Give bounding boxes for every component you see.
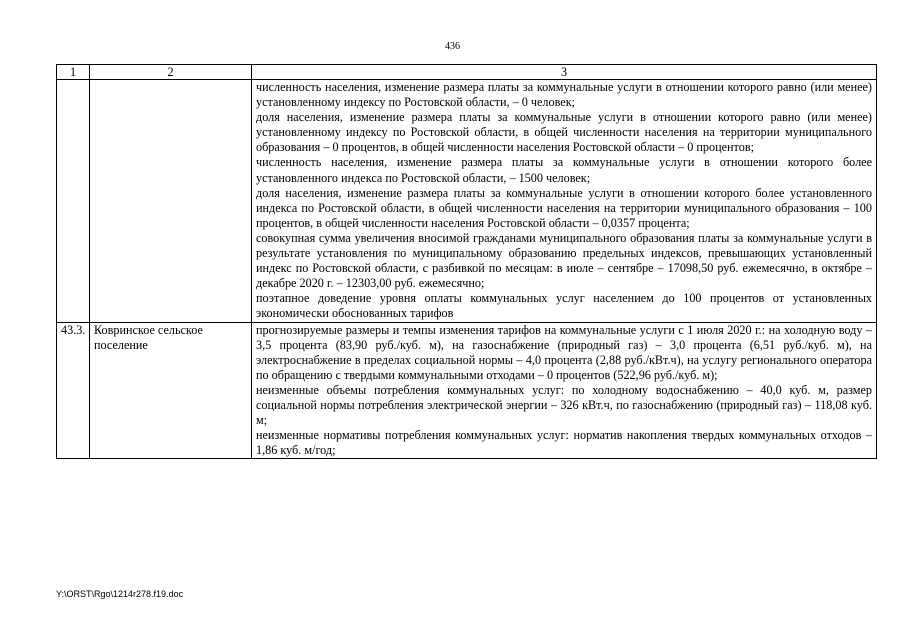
paragraph: численность населения, изменение размера платы за коммунальные услуги в отношении которого равно (или менее) установленному индексу по Ростовской области, – 0 человек; (256, 80, 872, 110)
paragraph: поэтапное доведение уровня оплаты коммунальных услуг населением до 100 процентов от установленных экономически обоснованных тарифов (256, 291, 872, 321)
document-table (56, 64, 877, 459)
paragraph: численность населения, изменение размера платы за коммунальные услуги в отношении которого более установленного индекса по Ростовской области, – 1500 человек; (256, 155, 872, 185)
paragraph: прогнозируемые размеры и темпы изменения тарифов на коммунальные услуги с 1 июля 2020 г.: на холодную воду – 3,5 процента (83,90 руб./куб. м), на газоснабжение (природный газ) – 3,0 процента (6,51 руб./куб. м), на электроснабжение в пределах социальной нормы – 4,0 процента (2,88 руб./кВт.ч), на услугу регионального оператора по обращению с твердыми коммунальными отходами – 0 процентов (522,96 руб./куб. м); (256, 322, 872, 382)
row-number: 43.3. (57, 322, 90, 459)
municipality-name (90, 80, 252, 323)
row-description (252, 80, 877, 323)
table-row (57, 80, 877, 323)
paragraph: неизменные нормативы потребления коммунальных услуг: норматив накопления твердых коммунальных отходов – 1,86 куб. м/год; (256, 428, 872, 458)
page-number: 436 (445, 41, 460, 52)
paragraph: доля населения, изменение размера платы за коммунальные услуги в отношении которого более установленного индекса по Ростовской области, в общей численности населения на территории муниципального образования – 100 процентов, в общей численности населения Ростовской области – 0,0357 процента; (256, 185, 872, 230)
file-path-footer: Y:\ORST\Rgo\1214r278.f19.doc (56, 589, 184, 599)
municipality-name: Ковринское сельское поселение (90, 322, 252, 459)
row-number (57, 80, 90, 323)
paragraph: доля населения, изменение размера платы за коммунальные услуги в отношении которого равно (или менее) установленному индексу по Ростовской области, в общей численности населения на территории муниципального образования – 0 процентов, в общей численности населения Ростовской области – 0 процентов; (256, 110, 872, 155)
row-description (252, 322, 877, 459)
table-row (57, 322, 877, 459)
column-header-1: 1 (57, 65, 90, 80)
paragraph: совокупная сумма увеличения вносимой гражданами муниципального образования платы за коммунальные услуги в результате установления по муниципальному образованию предельных индексов, превышающих установленный индекс по Ростовской области, с разбивкой по месяцам: в июле – сентябре – 17098,50 руб. ежемесячно, в октябре – декабре 2020 г. – 12303,00 руб. ежемесячно; (256, 230, 872, 291)
column-header-2: 2 (90, 65, 252, 80)
table-header-row (57, 65, 877, 80)
paragraph: неизменные объемы потребления коммунальных услуг: по холодному водоснабжению – 40,0 куб. м, размер социальной нормы потребления электрической энергии – 326 кВт.ч, по газоснабжению (природный газ) – 118,08 куб. м; (256, 382, 872, 428)
column-header-3: 3 (252, 65, 877, 80)
